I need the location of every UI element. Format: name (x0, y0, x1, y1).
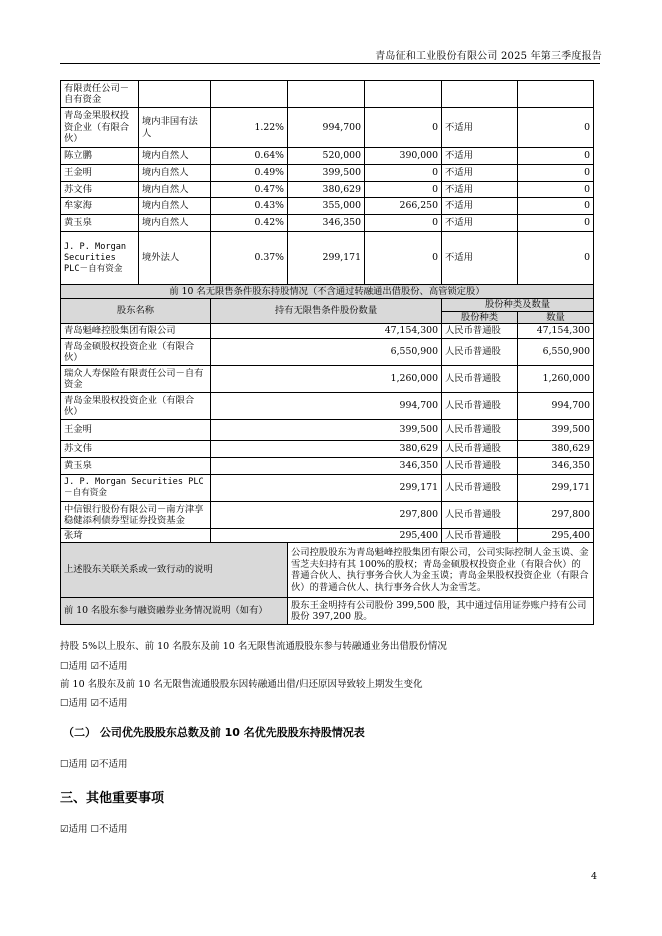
table-row: 王金明 境内自然人 0.49% 399,500 0 不适用 0 (61, 165, 594, 182)
shareholder-name: 牟家海 (61, 198, 139, 215)
table-row: 青岛金果股权投资企业（有限合伙） 994,700 人民币普通股 994,700 (61, 393, 594, 420)
related-parties-row (61, 543, 594, 598)
table-row: 青岛金果股权投资企业（有限合伙） 境内非国有法人 1.22% 994,700 0 不适用 0 (61, 108, 594, 148)
table-row: 张琦 295,400 人民币普通股 295,400 (61, 529, 594, 543)
table-row: 黄玉泉 境内自然人 0.42% 346,350 0 不适用 0 (61, 215, 594, 232)
shareholder-table (60, 80, 594, 625)
shareholder-name: J. P. Morgan Securities PLC－自有资金 (61, 232, 139, 285)
header-rule (60, 63, 600, 64)
col-name-header: 股东名称 (61, 299, 211, 324)
unrestricted-section-title: 前 10 名无限售条件股东持股情况（不含通过转融通出借股份、高管锁定股） (61, 285, 594, 299)
shareholder-name: 青岛金果股权投资企业（有限合伙） (61, 108, 139, 148)
col-kind-group-header: 股份种类及数量 (442, 299, 594, 312)
table-row: 王金明 399,500 人民币普通股 399,500 (61, 420, 594, 441)
section-title-row (61, 285, 594, 299)
table-row: J. P. Morgan Securities PLC－自有资金 境外法人 0.37% 299,171 0 不适用 0 (61, 232, 594, 285)
related-label: 上述股东关联关系或一致行动的说明 (61, 543, 288, 598)
page-number: 4 (590, 871, 597, 882)
change-option: ☐适用 ☑不适用 (60, 698, 128, 709)
table-row: 中信银行股份有限公司－南方津享稳健添利债券型证券投资基金 297,800 人民币普通股 297,800 (61, 502, 594, 529)
table-row: 瑞众人寿保险有限责任公司－自有资金 1,260,000 人民币普通股 1,260,000 (61, 366, 594, 393)
column-header-row (61, 299, 594, 312)
table-row: 牟家海 境内自然人 0.43% 355,000 266,250 不适用 0 (61, 198, 594, 215)
page-header: 青岛征和工业股份有限公司 2025 年第三季度报告 (375, 51, 602, 62)
shareholder-name: 王金明 (61, 165, 139, 182)
margin-trading-row (61, 598, 594, 625)
lending-option: ☐适用 ☑不适用 (60, 661, 128, 672)
table-row: 陈立鹏 境内自然人 0.64% 520,000 390,000 不适用 0 (61, 148, 594, 165)
shareholder-name: 陈立鹏 (61, 148, 139, 165)
shareholder-name: 黄玉泉 (61, 215, 139, 232)
other-matters-heading: 三、其他重要事项 (60, 791, 165, 806)
table-row: 黄玉泉 346,350 人民币普通股 346,350 (61, 458, 594, 475)
shareholder-name: 苏文伟 (61, 182, 139, 198)
margin-label: 前 10 名股东参与融资融券业务情况说明（如有） (61, 598, 288, 625)
margin-text: 股东王金明持有公司股份 399,500 股，其中通过信用证券账户持有公司股份 397,200 股。 (288, 598, 594, 625)
table-row: 青岛金硕股权投资企业（有限合伙） 6,550,900 人民币普通股 6,550,900 (61, 339, 594, 366)
col-qty-header: 持有无限售条件股份数量 (211, 299, 442, 324)
related-text: 公司控股股东为青岛魁峰控股集团有限公司，公司实际控制人金玉谟、金雪芝夫妇持有其 100%的股权；青岛金硕股权投资企业（有限合伙）的普通合伙人、执行事务合伙人为金玉谟；青岛金果股权投资企业（有限合伙）的普通合伙人、执行事务合伙人为金雪芝。 (288, 543, 594, 598)
change-note: 前 10 名股东及前 10 名无限售流通股股东因转融通出借/归还原因导致较上期发生变化 (60, 679, 423, 690)
shareholder-name: 有限责任公司－自有资金 (61, 81, 139, 108)
table-row (61, 81, 594, 108)
table-row: 苏文伟 380,629 人民币普通股 380,629 (61, 441, 594, 458)
col-amount-header: 数量 (518, 311, 594, 324)
table-row: 苏文伟 境内自然人 0.47% 380,629 0 不适用 0 (61, 182, 594, 198)
lending-note: 持股 5%以上股东、前 10 名股东及前 10 名无限售流通股股东参与转融通业务出借股份情况 (60, 641, 447, 652)
table-row: 青岛魁峰控股集团有限公司 47,154,300 人民币普通股 47,154,300 (61, 324, 594, 339)
other-matters-option: ☑适用 ☐不适用 (60, 824, 128, 835)
col-kind-header: 股份种类 (442, 311, 518, 324)
preferred-shares-heading: （二） 公司优先股股东总数及前 10 名优先股股东持股情况表 (63, 726, 365, 739)
preferred-shares-option: ☐适用 ☑不适用 (60, 759, 128, 770)
table-row: J. P. Morgan Securities PLC－自有资金 299,171 人民币普通股 299,171 (61, 475, 594, 502)
